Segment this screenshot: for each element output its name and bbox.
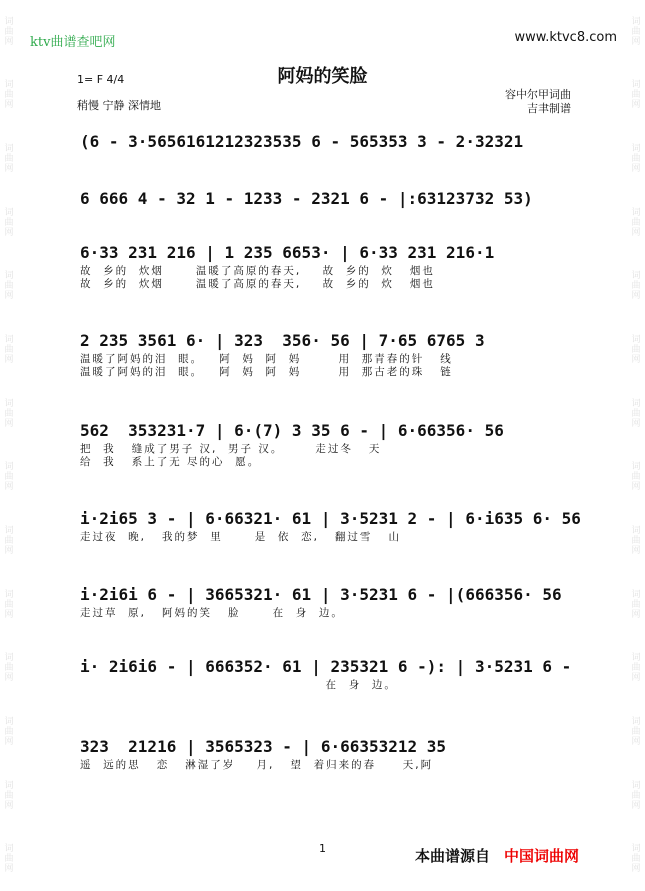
key-signature: 1= F 4/4 (77, 73, 125, 86)
score-row (80, 130, 570, 154)
watermark-text: 词曲网 (631, 335, 641, 366)
lyric-line: 故 乡的 炊烟 温暖了高原的春天, 故 乡的 炊 烟也 (80, 278, 435, 290)
watermark-text: 词曲网 (4, 525, 14, 556)
watermark-text: 词曲网 (631, 144, 641, 175)
score-row (80, 241, 570, 291)
score-row (80, 507, 581, 544)
watermark-text: 词曲网 (4, 462, 14, 493)
site-name-left[interactable]: ktv曲谱查吧网 (30, 35, 116, 50)
watermark-text: 词曲网 (631, 80, 641, 111)
watermark-text: 词曲网 (4, 780, 14, 811)
notation-line: i·2i6i 6 - | 3665321· 61 | 3·5231 6 - |(666356· 56 (80, 585, 562, 604)
watermark-text: 词曲网 (4, 16, 14, 47)
top-header (20, 27, 625, 49)
watermark-text: 词曲网 (631, 653, 641, 684)
watermark-text: 词曲网 (631, 525, 641, 556)
tempo-marking: 稍慢 宁静 深情地 (77, 99, 161, 112)
watermark-text: 词曲网 (631, 207, 641, 238)
arranger-credit: 吉聿制谱 (527, 102, 571, 115)
notation-line: 323 21216 | 3565323 - | 6·66353212 35 (80, 737, 447, 756)
score-row (80, 329, 570, 379)
notation-line: (6 - 3·5656161212323535 6 - 565353 3 - 2·32321 (80, 132, 524, 151)
source-credit (415, 845, 579, 866)
watermark-text: 词曲网 (4, 144, 14, 175)
score-row (80, 583, 570, 620)
watermark-text: 词曲网 (4, 653, 14, 684)
watermark-text: 词曲网 (4, 844, 14, 875)
lyric-line: 走过夜 晚, 我的梦 里 是 依 恋, 翻过雪 山 (80, 531, 401, 543)
notation-line: 6 666 4 - 32 1 - 1233 - 2321 6 - |:63123732 53) (80, 189, 533, 208)
page-number: 1 (319, 842, 326, 855)
lyric-line: 在 身 边。 (80, 679, 397, 691)
lyric-line: 温暖了阿妈的泪 眼。 阿 妈 阿 妈 用 那青春的针 线 (80, 353, 453, 365)
watermark-text: 词曲网 (4, 271, 14, 302)
watermark-text: 词曲网 (631, 844, 641, 875)
score-row (80, 187, 570, 211)
notation-line: 562 353231·7 | 6·(7) 3 35 6 - | 6·66356· 56 (80, 421, 504, 440)
watermark-text: 词曲网 (4, 207, 14, 238)
lyric-line: 给 我 系上了无 尽的心 愿。 (80, 456, 261, 468)
watermark-text: 词曲网 (631, 780, 641, 811)
song-title: 阿妈的笑脸 (277, 66, 368, 87)
watermark-text: 词曲网 (631, 271, 641, 302)
watermark-text: 词曲网 (4, 335, 14, 366)
notation-line: 6·33 231 216 | 1 235 6653· | 6·33 231 216·1 (80, 243, 495, 262)
composer-credit: 容中尔甲词曲 (505, 88, 571, 101)
notation-line: 2 235 3561 6· | 323 356· 56 | 7·65 6765 3 (80, 331, 485, 350)
watermark-text: 词曲网 (631, 589, 641, 620)
watermark-text: 词曲网 (631, 398, 641, 429)
score-row (80, 655, 570, 692)
score-row (80, 419, 570, 469)
watermark-text: 词曲网 (4, 398, 14, 429)
source-site-link[interactable]: 中国词曲网 (504, 847, 580, 865)
lyric-line: 走过草 原, 阿妈的笑 脸 在 身 边。 (80, 607, 344, 619)
lyric-line: 温暖了阿妈的泪 眼。 阿 妈 阿 妈 用 那古老的珠 链 (80, 366, 453, 378)
lyric-line: 故 乡的 炊烟 温暖了高原的春天, 故 乡的 炊 烟也 (80, 265, 435, 277)
source-label: 本曲谱源自 (415, 847, 491, 865)
watermark-text: 词曲网 (4, 716, 14, 747)
watermark-text: 词曲网 (4, 589, 14, 620)
watermark-text: 词曲网 (631, 716, 641, 747)
lyric-line: 遥 远的思 恋 淋湿了岁 月, 望 着归来的春 天,阿 (80, 759, 434, 771)
notation-line: i·2i65 3 - | 6·66321· 61 | 3·5231 2 - | 6·i635 6· 56 (80, 509, 581, 528)
site-url-right[interactable]: www.ktvc8.com (514, 30, 617, 45)
lyric-line: 把 我 缝成了男子 汉, 男子 汉。 走过冬 天 (80, 443, 382, 455)
notation-line: i· 2i6i6 - | 666352· 61 | 235321 6 -): | 3·5231 6 - (80, 657, 572, 676)
score-row (80, 735, 570, 772)
watermark-text: 词曲网 (4, 80, 14, 111)
watermark-text: 词曲网 (631, 462, 641, 493)
watermark-text: 词曲网 (631, 16, 641, 47)
side-watermark-right (627, 0, 645, 891)
side-watermark-left (0, 0, 18, 891)
